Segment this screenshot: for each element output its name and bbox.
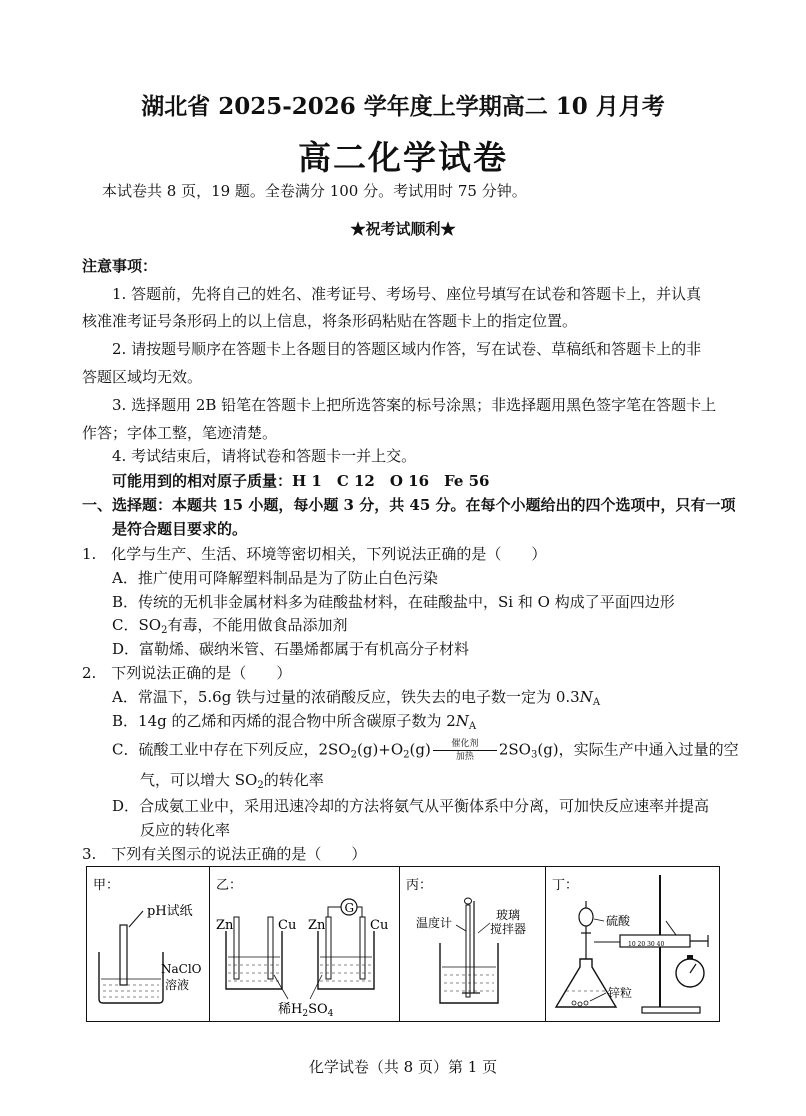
zn-label-1: Zn	[216, 918, 234, 933]
exam-intro: 本试卷共 8 页，19 题。全卷满分 100 分。考试用时 75 分钟。	[102, 182, 527, 200]
note-1-line-2: 核准准考证号条形码上的以上信息，将条形码粘贴在答题卡上的指定位置。	[82, 312, 578, 330]
question-1-option-a: A．推广使用可降解塑料制品是为了防止白色污染	[112, 569, 438, 587]
note-3-line-2: 作答；字体工整，笔迹清楚。	[82, 424, 278, 442]
note-2-line-1: 2. 请按题号顺序在答题卡上各题目的答题区域内作答，写在试卷、草稿纸和答题卡上的非	[112, 340, 702, 358]
glass-stirrer-label-1: 玻璃	[496, 908, 521, 922]
sulfuric-acid-label: 硫酸	[606, 914, 631, 928]
question-2-stem: 2. 下列说法正确的是（ ）	[82, 664, 292, 682]
question-2-option-b: B．14g 的乙烯和丙烯的混合物中所含碳原子数为 $2N_A$	[112, 712, 477, 732]
question-1-option-d: D．富勒烯、碳纳米管、石墨烯都属于有机高分子材料	[112, 640, 470, 658]
panel-jia-label: 甲：	[93, 878, 120, 893]
ph-paper-label: pH试纸	[147, 904, 193, 919]
exam-title: 湖北省 2025-2026 学年度上学期高二 10 月月考	[141, 93, 665, 120]
section-1-heading: 一、选择题：本题共 15 小题，每小题 3 分，共 45 分。在每个小题给出的四个选项中，只有一项	[82, 496, 736, 514]
panel-yi	[209, 867, 399, 1021]
question-2-option-d-cont: 反应的转化率	[140, 821, 231, 839]
question-2-option-c-cont: 气，可以增大 $SO_2$的转化率	[140, 771, 324, 791]
syringe-scale: 10 20 30 40	[628, 941, 665, 948]
solution-label: 溶液	[165, 978, 190, 992]
thermometer-label: 温度计	[416, 916, 453, 930]
panel-ding-label: 丁：	[552, 878, 579, 893]
question-3-stem: 3. 下列有关图示的说法正确的是（ ）	[82, 845, 367, 863]
atomic-masses: 可能用到的相对原子质量：H 1 C 12 O 16 Fe 56	[112, 472, 490, 490]
panel-ding	[545, 867, 718, 1021]
page-footer: 化学试卷（共 8 页）第 1 页	[308, 1058, 498, 1076]
panel-yi-label: 乙：	[216, 878, 243, 893]
question-2-option-c: C．硫酸工业中存在下列反应，$2SO_2(g)+O_2(g)$ 催化剂 加热 $2SO_3(g)$，实际生产中通入过量的空	[112, 739, 739, 762]
good-luck-banner: ★祝考试顺利★	[350, 220, 456, 238]
dropping-funnel	[579, 908, 593, 926]
question-1-option-b: B．传统的无机非金属材料多为硅酸盐材料，在硅酸盐中，Si 和 O 构成了平面四边形	[112, 593, 675, 611]
notes-heading: 注意事项：	[82, 257, 158, 275]
section-1-heading-cont: 是符合题目要求的。	[112, 520, 248, 538]
cu-label-2: Cu	[370, 918, 389, 933]
cu-label-1: Cu	[278, 918, 297, 933]
question-1-stem: 1. 化学与生产、生活、环境等密切相关，下列说法正确的是（ ）	[82, 545, 547, 563]
galvanometer-label: G	[344, 901, 355, 915]
panel-bing	[399, 867, 545, 1021]
note-3-line-1: 3. 选择题用 2B 铅笔在答题卡上把所选答案的标号涂黑；非选择题用黑色签字笔在答题卡上	[112, 396, 717, 414]
conical-flask	[556, 959, 616, 1007]
note-2-line-2: 答题区域均无效。	[82, 368, 203, 386]
panel-jia	[87, 867, 209, 1021]
zinc-granules-label: 锌粒	[608, 986, 633, 1000]
question-1-option-c: C．$SO_2$有毒，不能用做食品添加剂	[112, 616, 348, 636]
note-1-line-1: 1. 答题前，先将自己的姓名、准考证号、考场号、座位号填写在试卷和答题卡上，并认真	[112, 285, 702, 303]
note-4: 4. 考试结束后，请将试卷和答题卡一并上交。	[112, 447, 417, 465]
panel-bing-label: 丙：	[406, 878, 433, 893]
zn-label-2: Zn	[308, 918, 326, 933]
glass-stirrer-label-2: 搅拌器	[490, 922, 527, 936]
ph-paper-strip	[120, 925, 127, 985]
question-2-option-d: D．合成氨工业中，采用迅速冷却的方法将氨气从平衡体系中分离，可加快反应速率并提高	[112, 797, 710, 815]
question-2-option-a: A．常温下，5.6g 铁与过量的浓硝酸反应，铁失去的电子数一定为 $0.3N_A$	[112, 688, 601, 708]
reaction-condition-arrow: 催化剂 加热	[433, 739, 497, 762]
subject-title: 高二化学试卷	[298, 138, 508, 177]
question-3-figure	[86, 866, 720, 1022]
dilute-acid-label: 稀$H_2SO_4$	[278, 1002, 334, 1019]
naclo-label: NaClO	[161, 962, 202, 976]
beaker-jia	[99, 952, 163, 1003]
